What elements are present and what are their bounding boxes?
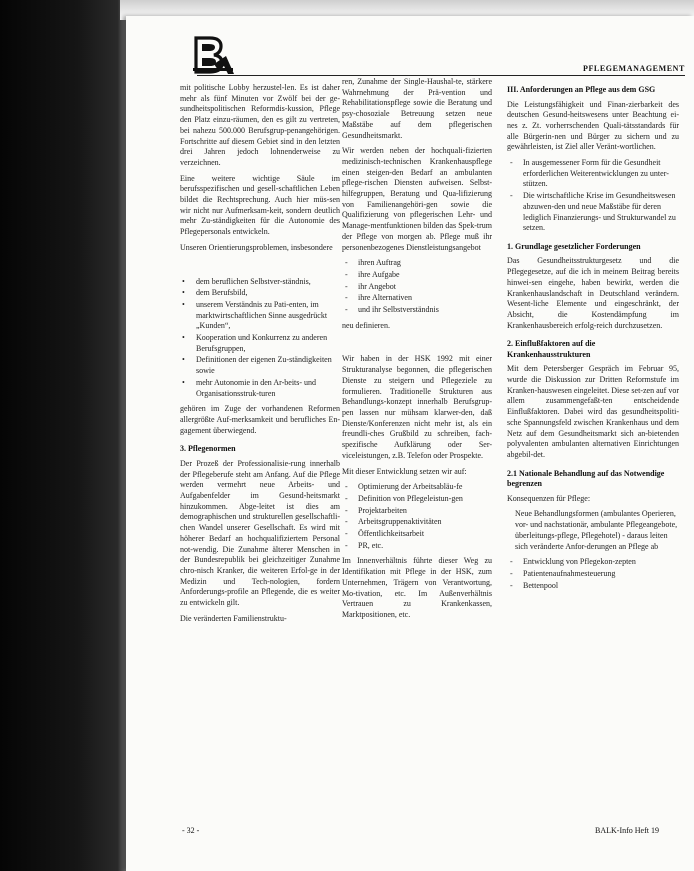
list-item: • unserem Verständnis zu Pati-enten, im marktwirtschaftlichen Sinne ausgedrückt „Kunden“, [180, 300, 340, 332]
list-item: - und ihr Selbstverständnis [342, 305, 492, 316]
section-heading: 2. Einflußfaktoren auf die Krankenhausstrukturen [507, 339, 596, 359]
paragraph: Im Innenverhältnis führte dieser Weg zu Identifikation mit Pflege in der HSK, zum Unternehmen, Trägern von Verantwortung, Mo-tivation, etc. Im Außenverhältnis Vertrauen zu Krankenkassen, Marktpositionen, etc. [342, 556, 492, 619]
list-item: - Definition von Pflegeleistun-gen [342, 494, 492, 505]
paragraph: Mit dem Petersberger Gespräch im Februar 95, wurde die Diskussion zur Dritten Reformstufe im Kranken-hauswesen eingeleitet. Diese set-zen auf vor allem zusammengefaßt-ten entscheidende Einflußfaktoren. Dabei wird das gesundheitspoliti-sche Spannungsfeld zwischen Krankenhaus und dem Netz auf dem Gesundheitsmarkt sich an-bietenden polyvalenten ambulanten alternativen Einrichtungen abgebil-det. [507, 364, 679, 459]
paragraph: Die veränderten Familienstruktu- [180, 613, 287, 623]
paragraph: Das Gesundheitsstrukturgesetz und die Pflegegesetze, auf die ich in meinem Beitrag bereits hinwei-sen eingehe, haben bewirkt, werden die Krankenhauslandschaft in Deutschland verändern. Wesent-liche Elemente und eingeschränkt, der Absicht, die Kostendämpfung im Krankenhausbereich erfolg-reich durchzusetzen. [507, 256, 679, 330]
paragraph: Mit dieser Entwicklung setzen wir auf: [342, 466, 467, 476]
spacer [180, 259, 340, 277]
list-item: - Projektarbeiten [342, 506, 492, 517]
list-item: • Definitionen der eigenen Zu-ständigkeiten sowie [180, 355, 340, 376]
paragraph: Der Prozeß der Professionalisie-rung innerhalb der Pflegeberufe steht am Anfang. Auf die Pflege werden vermehrt neue Arbeits- und Aufgabenfelder im Gesund-heitsmarkt hinzukommen. Abge-leitet ist dies am demographischen und strukturellen gesellschaftli-chen Wandel unserer Gesellschaft. Es wird mit höherer Bedarf an hochqualifiziertem Personal not-wendig. Die Zunahme älterer Menschen in der Bundesrepublik bei gleichzeitiger Zunahme chro-nisch Kranker, die weiteren Erfol-ge in der Medizin und Tech-nologien, fordern Anforderungs-profile an Pflegende, die es weiter zu entwickeln gilt. [180, 458, 340, 608]
spacer [342, 336, 492, 354]
paragraph: gehören im Zuge der vorhandenen Reformen allergrößte Auf-merksamkeit und berufliches En-gagement überwiegend. [180, 404, 340, 435]
paragraph: neu definieren. [342, 320, 390, 330]
section-heading: III. Anforderungen an Pflege aus dem GSG [507, 85, 656, 94]
dash-list [507, 557, 679, 591]
list-item: - Bettenpool [507, 581, 679, 592]
subsection-heading: 2.1 Nationale Behandlung auf das Notwendige begrenzen [507, 468, 665, 489]
paragraph: Unseren Orientierungsproblemen, insbesondere [180, 242, 333, 252]
paragraph: Eine weitere wichtige Säule im berufsspezifischen und gesell-schaftlichen Leben bildet die Rechtsprechung. Auch hier müs-sen wir nicht nur Aufmerksam-keit, sondern deutlich mehr Zu-ständigkeiten für die Autonomie des Pflegepersonals entwickeln. [180, 173, 340, 237]
list-item: - ihren Auftrag [342, 258, 492, 269]
paragraph: mit politische Lobby herzustel-len. Es ist daher mehr als fünf Minuten vor Zwölf bei der ge-sundheitspolitischen Reformdis-kussion, Pflege den Platz einzu-räumen, den es gilt zu vertreten, bei nahezu 500.000 Berufsgrup-penangehörigen. Fortschritte auf diesem Gebiet sind in den letzten drei Jahren jedoch lohnenderweise zu verzeichnen. [180, 83, 340, 167]
column-2 [342, 77, 492, 626]
list-item: - PR, etc. [342, 541, 492, 552]
section-heading: 3. Pflegenormen [180, 444, 236, 454]
page-number: - 32 - [182, 826, 200, 835]
list-item: - ihre Alternativen [342, 293, 492, 304]
list-item: • Kooperation und Konkurrenz zu anderen Berufsgruppen, [180, 333, 340, 354]
paragraph: Wir haben in der HSK 1992 mit einer Strukturanalyse begonnen, die pflegerischen Dienste zu steigern und Pflegeziele zu formulieren. Traditionelle Strukturen aus Behandlungs-konzept innerhalb Berufsgrup-pen lassen nur mühsam klarwer-den, daß Dienste/Konferenzen nicht mehr ist, als ein freundli-ches Grußbild zu schreiben, fach-spezifische Aufklärung oder Ser-viceleistungen, z.B. Telefon oder Prospekte. [342, 354, 492, 460]
dash-list [507, 158, 679, 234]
list-item: - ihr Angebot [342, 282, 492, 293]
running-head: PFLEGEMANAGEMENT [582, 64, 685, 73]
list-item: - Patientenaufnahmesteuerung [507, 569, 679, 580]
paragraph: Konsequenzen für Pflege: [507, 493, 591, 503]
dash-list [342, 482, 492, 551]
header-rule [197, 75, 685, 76]
list-item: Neue Behandlungsformen (ambulantes Operieren, vor- und nachstationär, ambulante Pflegeangebote, überleitungs-pflege, Pflegehotel) - daraus leiten sich veränderte Anfor-derungen an Pflege ab [515, 509, 678, 551]
list-item: • mehr Autonomie in den Ar-beits- und Organisationsstruk-turen [180, 378, 340, 399]
list-item: - Optimierung der Arbeitsabläu-fe [342, 482, 492, 493]
balk-logo [190, 34, 238, 78]
list-item: • dem beruflichen Selbstver-ständnis, [180, 277, 340, 288]
list-item: - Entwicklung von Pflegekon-zepten [507, 557, 679, 568]
balk-logo-mark [190, 34, 238, 78]
paragraph: Die Leistungsfähigkeit und Finan-zierbarkeit des deutschen Gesund-heitswesens unter Beachtung ei-nes z. Zt. vorherrschenden Quali-tätsstandards für alle Bürgerin-nen und Bürger zu sichern und zu gewährleisten, ist Ziel aller Veränt-wortlichen. [507, 99, 679, 152]
column-1 [180, 83, 340, 629]
section-heading: 1. Grundlage gesetzlicher Forderungen [507, 241, 641, 251]
list-item: • dem Berufsbild, [180, 288, 340, 299]
indent-list [507, 509, 679, 552]
dash-list [342, 258, 492, 316]
list-item: - Öffentlichkeitsarbeit [342, 529, 492, 540]
list-item: - Arbeitsgruppenaktivitäten [342, 517, 492, 528]
bullet-list [180, 277, 340, 400]
column-3 [507, 77, 679, 596]
scan-shadow-edge [0, 0, 128, 871]
list-item: - Die wirtschaftliche Krise im Gesundheitswesen abzuwen-den und neue Maßstäbe für deren lediglich Finanzierungs- und Strukturwandel zu setzen. [507, 191, 679, 234]
list-item: - In ausgemessener Form für die Gesundheit erforderlichen Weiterentwicklungen zu unter-stützen. [507, 158, 679, 190]
paragraph: ren, Zunahme der Single-Haushal-te, stärkere Wahrnehmung der Prä-vention und Rehabilitationspflege sowie die Beratung und psy-chosoziale Betreuung setzen neue Maßstäbe auf dem pflegerischen Gesundheitsmarkt. [342, 77, 492, 140]
journal-footer: BALK-Info Heft 19 [595, 826, 659, 835]
paragraph: Wir werden neben der hochquali-fizierten medizinisch-technischen Krankenhauspflege einen steigen-den Bedarf an ambulanten pflege-rischen Diensten aufweisen. Selbst-hilfegruppen, Beratung und Qua-lifizierung von Familienangehöri-gen sowie die Qualifizierung von pflegerischen Lehr- und Manage-mentfunktionen bilden das Spek-trum der Pflege von morgen ab. Pflege muß ihr personenbezogenes Dienstleistungsangebot [342, 146, 492, 252]
list-item: - ihre Aufgabe [342, 270, 492, 281]
